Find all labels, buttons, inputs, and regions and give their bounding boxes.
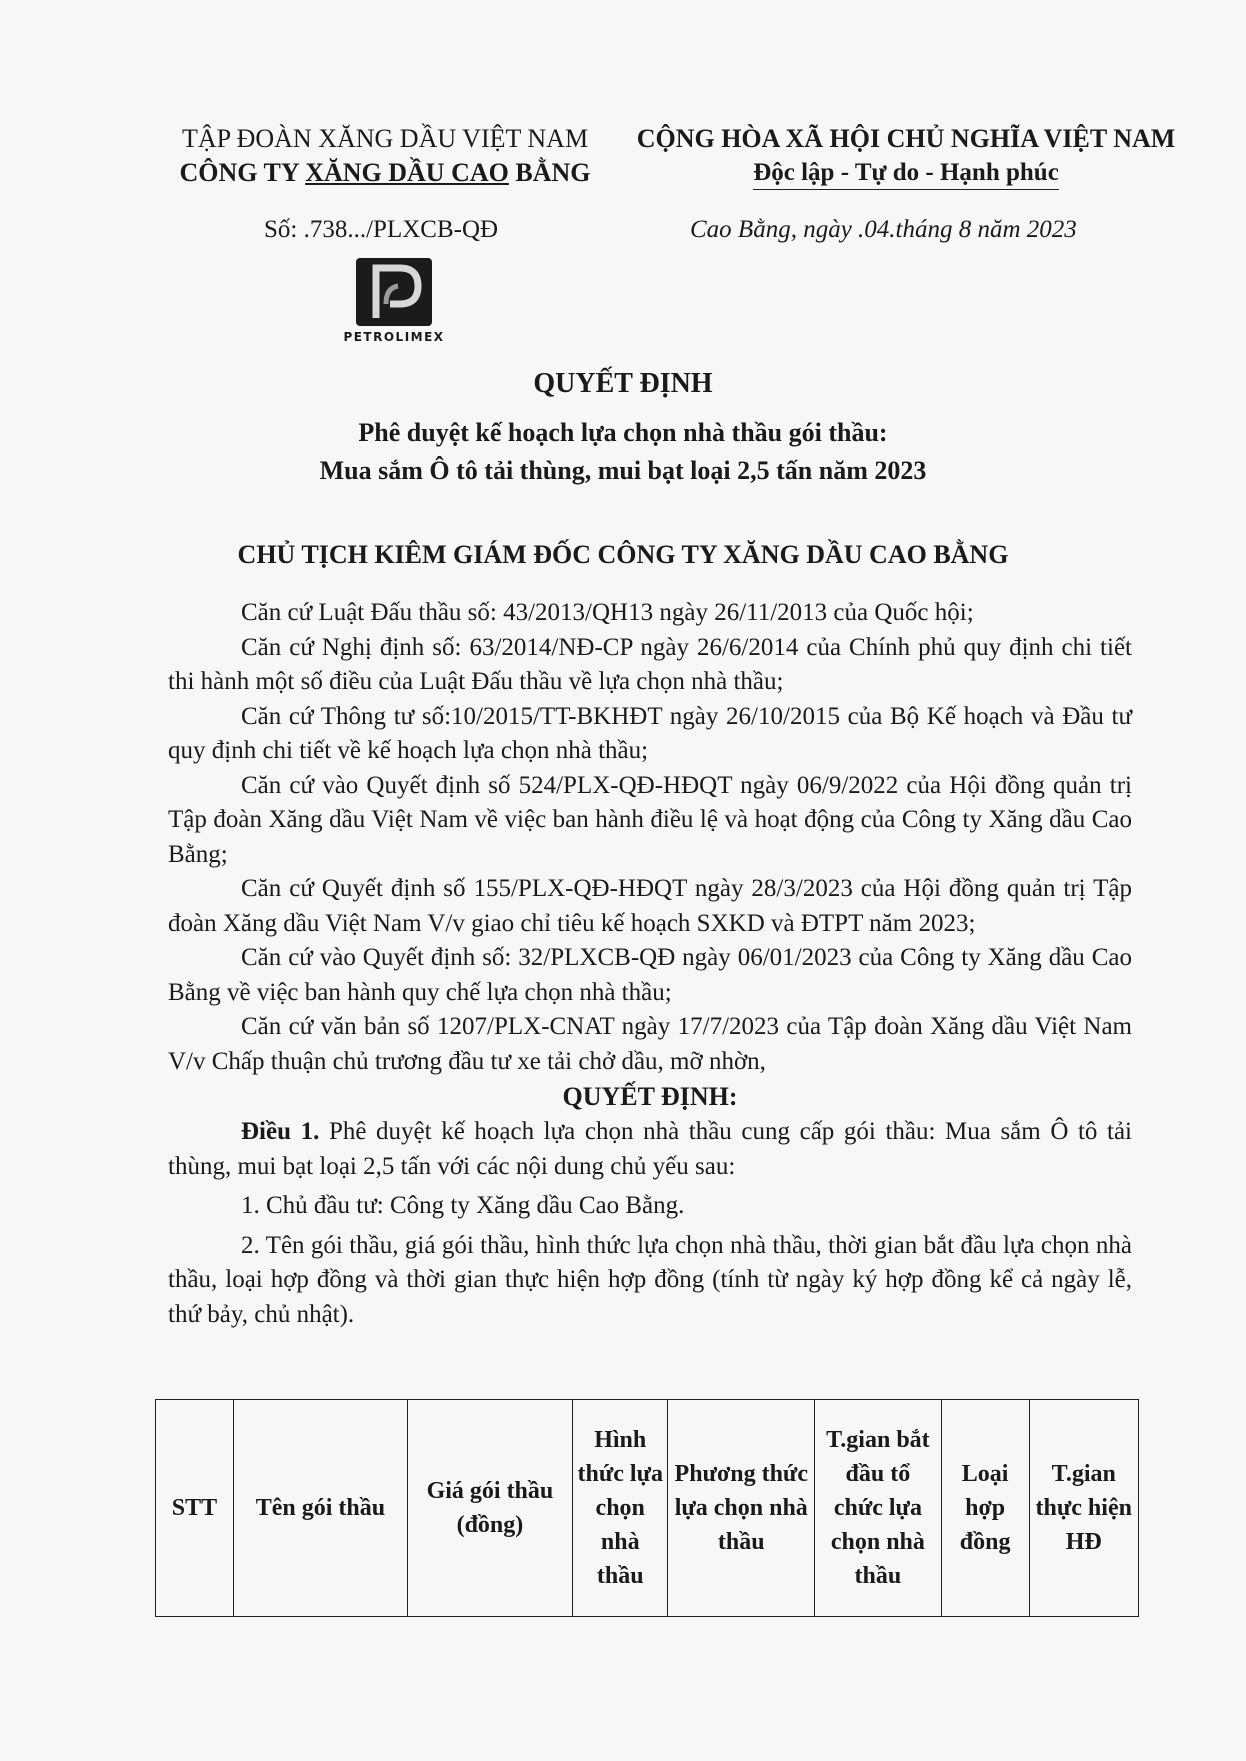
subject-line-1: Phê duyệt kế hoạch lựa chọn nhà thầu gói thầu:: [358, 418, 888, 447]
document-date: Cao Bằng, ngày .04.tháng 8 năm 2023: [690, 216, 1077, 243]
issuing-authority: CHỦ TỊCH KIÊM GIÁM ĐỐC CÔNG TY XĂNG DẦU CAO BẰNG: [237, 540, 1009, 569]
article-1: Điều 1. Phê duyệt kế hoạch lựa chọn nhà thầu cung cấp gói thầu: Mua sắm Ô tô tải thùng, mui bạt loại 2,5 tấn với các nội dung chủ yếu sau:: [168, 1118, 1133, 1180]
document-subject: [0, 414, 1246, 490]
col-selection-form: Hình thức lựa chọn nhà thầu: [572, 1400, 668, 1617]
petrolimex-logo: [339, 258, 449, 344]
national-heading: [636, 122, 1176, 190]
national-motto: Độc lập - Tự do - Hạnh phúc: [636, 156, 1176, 190]
legal-basis-2: Căn cứ Nghị định số: 63/2014/NĐ-CP ngày 26/6/2014 của Chính phủ quy định chi tiết thi hành một số điều của Luật Đấu thầu về lựa chọn nhà thầu;: [168, 633, 1132, 695]
col-package-name: Tên gói thầu: [233, 1400, 407, 1617]
col-selection-method: Phương thức lựa chọn nhà thầu: [668, 1400, 815, 1617]
legal-basis-6: Căn cứ vào Quyết định số: 32/PLXCB-QĐ ngày 06/01/2023 của Công ty Xăng dầu Cao Bằng về việc ban hành quy chế lựa chọn nhà thầu;: [168, 944, 1132, 1006]
legal-basis-4: Căn cứ vào Quyết định số 524/PLX-QĐ-HĐQT ngày 06/9/2022 của Hội đồng quản trị Tập đoàn Xăng dầu Việt Nam về việc ban hành điều lệ và hoạt động của Công ty Xăng dầu Cao Bằng;: [168, 771, 1132, 868]
document-title: QUYẾT ĐỊNH: [533, 368, 713, 399]
article-1-item-1: 1. Chủ đầu tư: Công ty Xăng dầu Cao Bằng.: [241, 1192, 685, 1219]
decision-heading: QUYẾT ĐỊNH:: [562, 1082, 738, 1111]
subject-line-2: Mua sắm Ô tô tải thùng, mui bạt loại 2,5 tấn năm 2023: [319, 456, 927, 485]
country-name: CỘNG HÒA XÃ HỘI CHỦ NGHĨA VIỆT NAM: [636, 124, 1176, 153]
col-start-time: T.gian bắt đầu tổ chức lựa chọn nhà thầu: [815, 1400, 942, 1617]
parent-organization: TẬP ĐOÀN XĂNG DẦU VIỆT NAM: [181, 124, 589, 153]
legal-basis-5: Căn cứ Quyết định số 155/PLX-QĐ-HĐQT ngày 28/3/2023 của Hội đồng quản trị Tập đoàn Xăng dầu Việt Nam V/v giao chỉ tiêu kế hoạch SXKD và ĐTPT năm 2023;: [168, 875, 1132, 937]
col-stt: STT: [156, 1400, 234, 1617]
article-1-item-2: 2. Tên gói thầu, giá gói thầu, hình thức lựa chọn nhà thầu, thời gian bắt đầu lựa chọn nhà thầu, loại hợp đồng và thời gian thực hiện hợp đồng (tính từ ngày ký hợp đồng kể cả ngày lễ, thứ bảy, chủ nhật).: [168, 1231, 1132, 1328]
legal-basis-3: Căn cứ Thông tư số:10/2015/TT-BKHĐT ngày 26/10/2015 của Bộ Kế hoạch và Đầu tư quy định chi tiết về kế hoạch lựa chọn nhà thầu;: [168, 702, 1132, 764]
logo-wordmark: PETROLIMEX: [343, 330, 445, 344]
col-package-price: Giá gói thầu (đồng): [407, 1400, 572, 1617]
article-1-label: Điều 1.: [241, 1118, 320, 1145]
petrolimex-logo-icon: [356, 258, 432, 326]
issuer-block: [150, 122, 620, 190]
legal-basis-7: Căn cứ văn bản số 1207/PLX-CNAT ngày 17/7/2023 của Tập đoàn Xăng dầu Việt Nam V/v Chấp thuận chủ trương đầu tư xe tải chở dầu, mỡ nhờn,: [168, 1013, 1132, 1075]
document-body: [168, 596, 1132, 1332]
organization-name: CÔNG TY XĂNG DẦU CAO BẰNG: [179, 158, 591, 187]
bid-package-table: [155, 1399, 1139, 1617]
col-duration: T.gian thực hiện HĐ: [1029, 1400, 1139, 1617]
document-number: Số: .738.../PLXCB-QĐ: [264, 216, 499, 243]
col-contract-type: Loại hợp đồng: [941, 1400, 1029, 1617]
legal-basis-1: Căn cứ Luật Đấu thầu số: 43/2013/QH13 ngày 26/11/2013 của Quốc hội;: [241, 599, 974, 626]
table-header-row: [156, 1400, 1139, 1617]
